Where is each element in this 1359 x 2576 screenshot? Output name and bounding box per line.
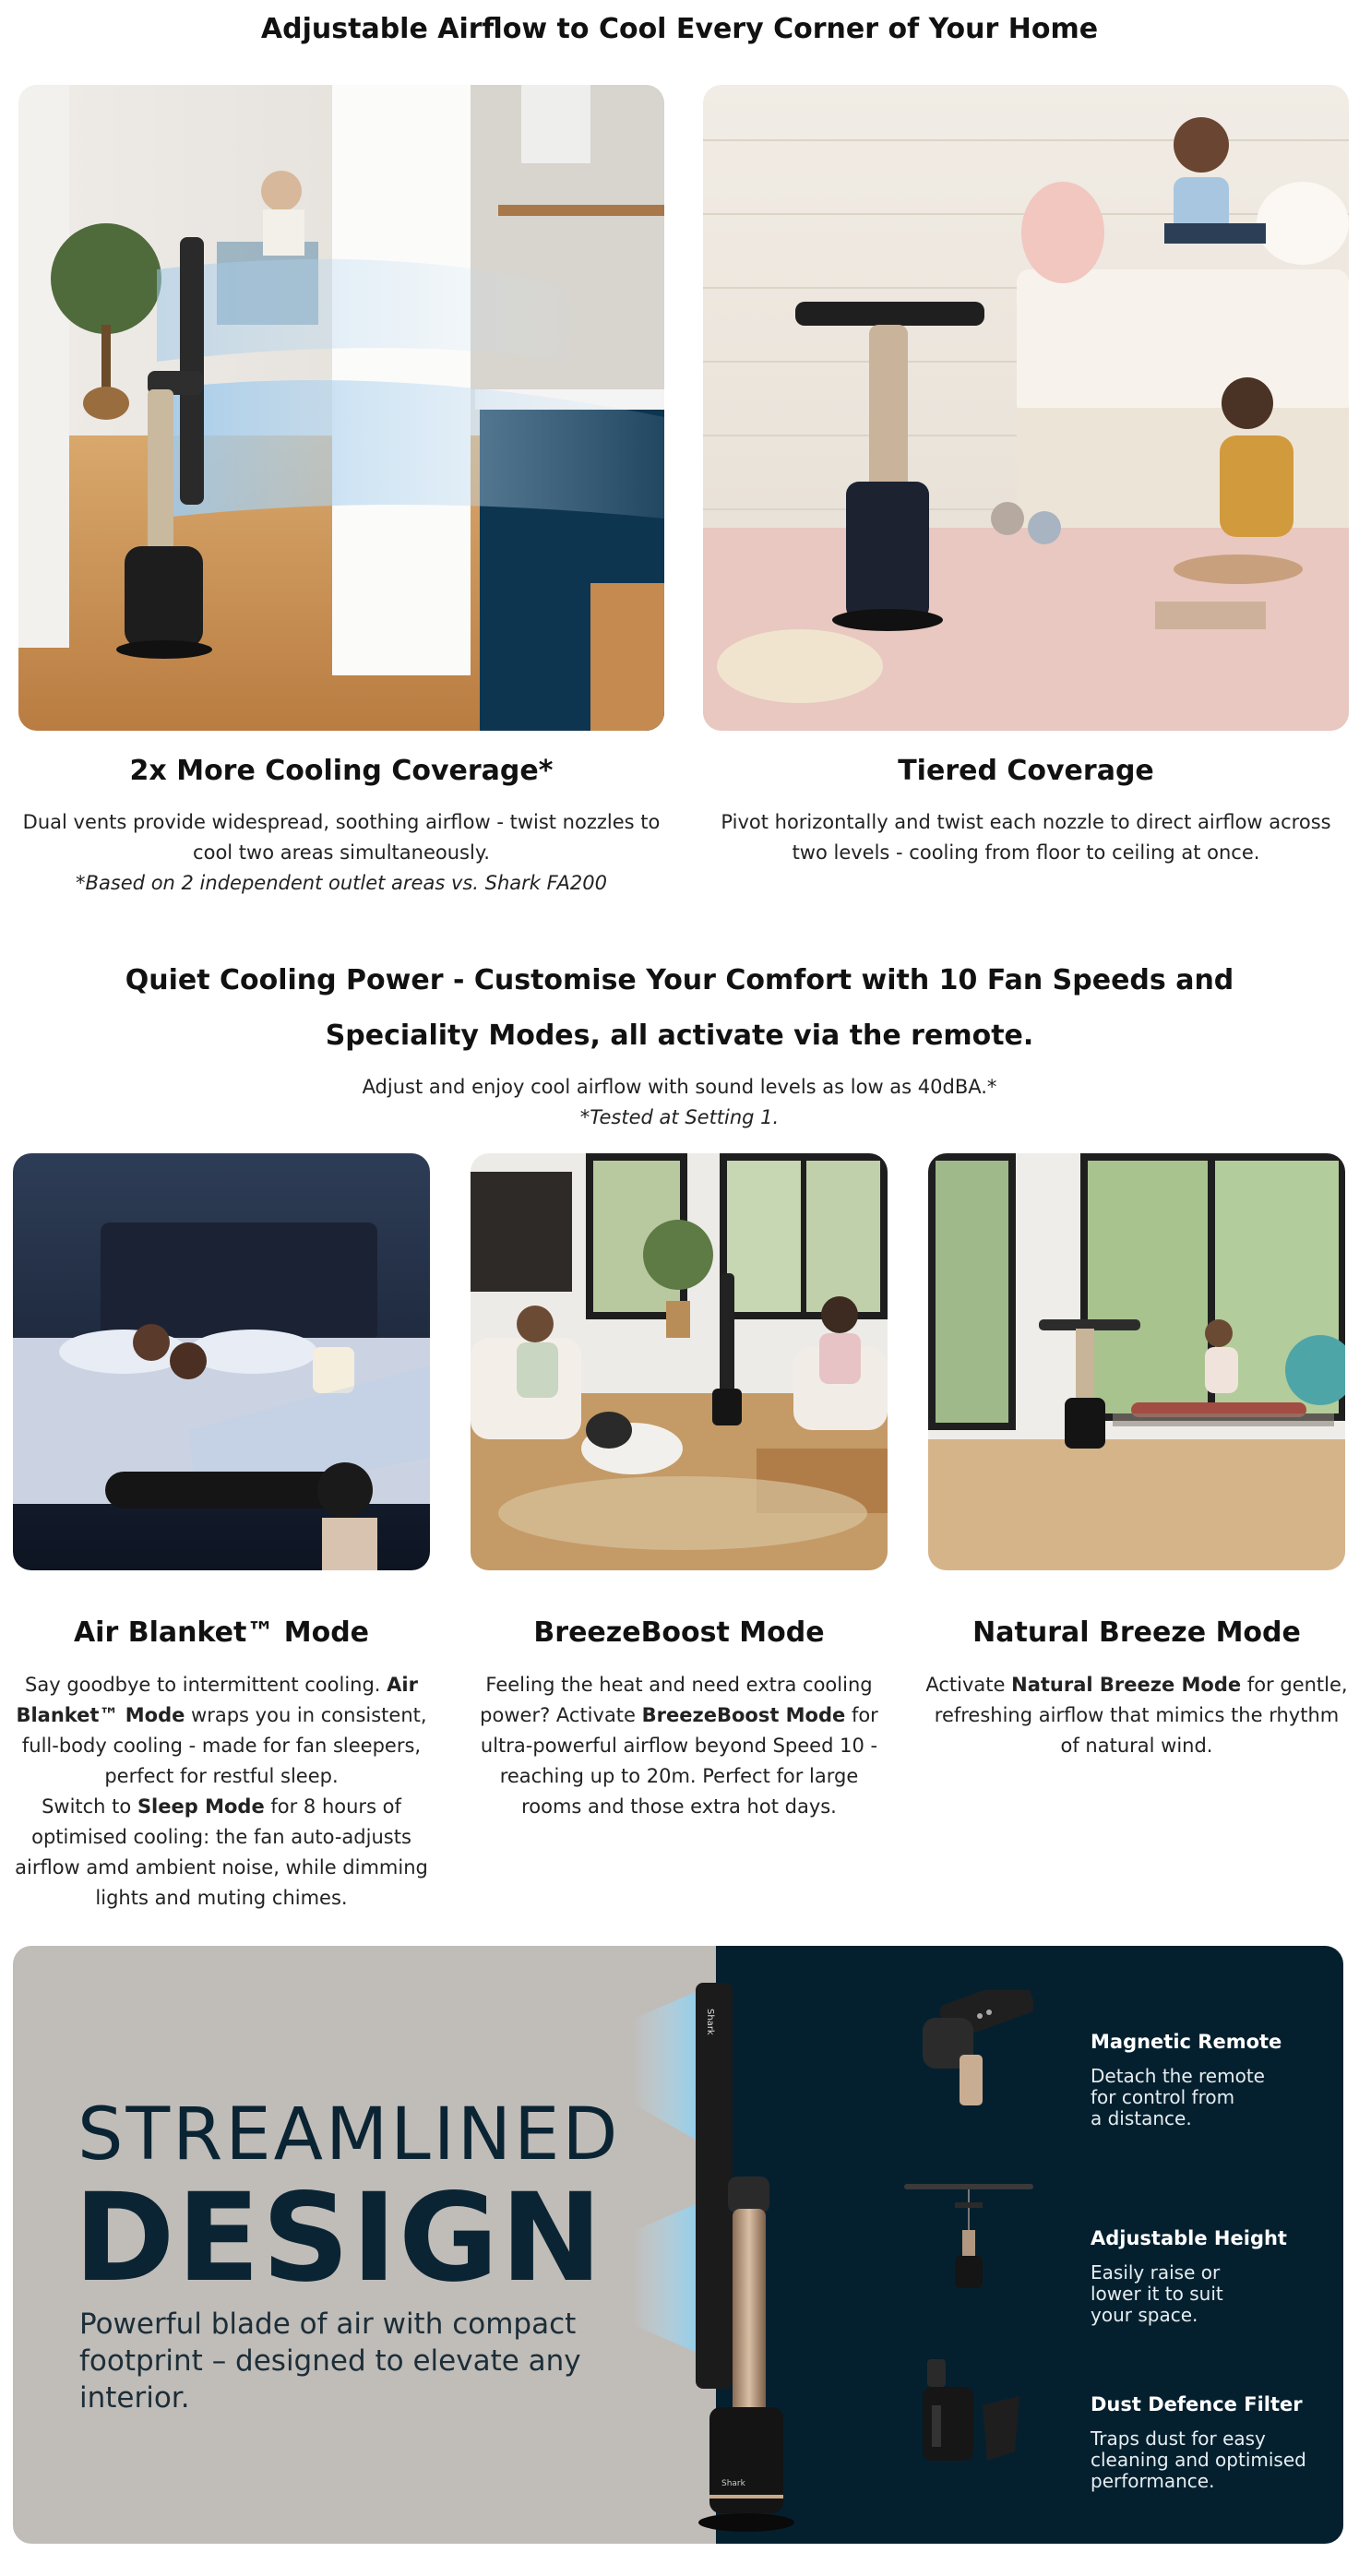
feature-dust-filter-title: Dust Defence Filter [1091, 2393, 1303, 2415]
breezeboost-image [471, 1153, 888, 1570]
natural-breeze-image [928, 1153, 1345, 1570]
air-blanket-title: Air Blanket™ Mode [73, 1616, 370, 1649]
coverage-footnote: *Based on 2 independent outlet areas vs. Shark FA200 [76, 872, 607, 894]
fan-brand-vertical: Shark [705, 2009, 715, 2035]
natural-breeze-title: Natural Breeze Mode [972, 1616, 1301, 1649]
adjustable-height-icon [904, 2184, 1033, 2290]
product-tower-fan [631, 1983, 852, 2536]
feature-adjustable-height-desc: Easily raise or lower it to suit your space. [1091, 2261, 1223, 2326]
natural-breeze-description: Activate Natural Breeze Mode for gentle, refreshing airflow that mimics the rhythm of natural wind. [925, 1674, 1348, 1757]
banner-title-top: STREAMLINED [77, 2093, 621, 2176]
air-blanket-description: Say goodbye to intermittent cooling. Air Blanket™ Mode wraps you in consistent, full-body cooling - made for fan sleepers, perfect for restful sleep. Switch to Sleep Mode for 8 hours of optimised cooling: the fan auto-adjusts airflow amd ambient noise, while dimming lights and muting chimes. [15, 1674, 428, 1909]
feature-magnetic-remote-title: Magnetic Remote [1091, 2031, 1282, 2053]
section-heading-quiet-line2: Speciality Modes, all activate via the remote. [325, 1020, 1034, 1052]
banner-title-bottom: DESIGN [74, 2167, 604, 2309]
coverage-description: Dual vents provide widespread, soothing airflow - twist nozzles to cool two areas simultaneously. *Based on 2 independent outlet areas vs. Shark FA200 [0, 807, 683, 899]
tiered-coverage-description: Pivot horizontally and twist each nozzle to direct airflow across two levels - cooling from floor to ceiling at once. [721, 811, 1331, 864]
streamlined-design-banner [13, 1946, 1343, 2544]
quiet-footnote: *Tested at Setting 1. [579, 1106, 780, 1128]
breezeboost-description: Feeling the heat and need extra cooling power? Activate BreezeBoost Mode for ultra-powerful airflow beyond Speed 10 - reaching up to 20m. Perfect for large rooms and those extra hot days. [480, 1674, 878, 1818]
feature-magnetic-remote-desc: Detach the remote for control from a distance. [1091, 2065, 1265, 2129]
airflow-image-bedroom [703, 85, 1349, 731]
air-blanket-image [13, 1153, 430, 1570]
feature-dust-filter-desc: Traps dust for easy cleaning and optimised performance. [1091, 2427, 1306, 2492]
coverage-title: 2x More Cooling Coverage* [129, 755, 554, 787]
section-heading-airflow: Adjustable Airflow to Cool Every Corner of Your Home [260, 13, 1099, 45]
magnetic-remote-icon [904, 1990, 1033, 2105]
banner-description: Powerful blade of air with compact footprint – designed to elevate any interior. [79, 2308, 581, 2415]
quiet-subtitle: Adjust and enjoy cool airflow with sound levels as low as 40dBA.* [362, 1076, 997, 1098]
dust-filter-icon [904, 2350, 1033, 2465]
fan-brand-base: Shark [721, 2479, 745, 2488]
breezeboost-title: BreezeBoost Mode [533, 1616, 825, 1649]
section-heading-quiet-line1: Quiet Cooling Power - Customise Your Comfort with 10 Fan Speeds and [125, 964, 1234, 996]
feature-adjustable-height-title: Adjustable Height [1091, 2227, 1287, 2249]
tiered-coverage-title: Tiered Coverage [898, 755, 1154, 787]
airflow-image-living-room [18, 85, 664, 731]
